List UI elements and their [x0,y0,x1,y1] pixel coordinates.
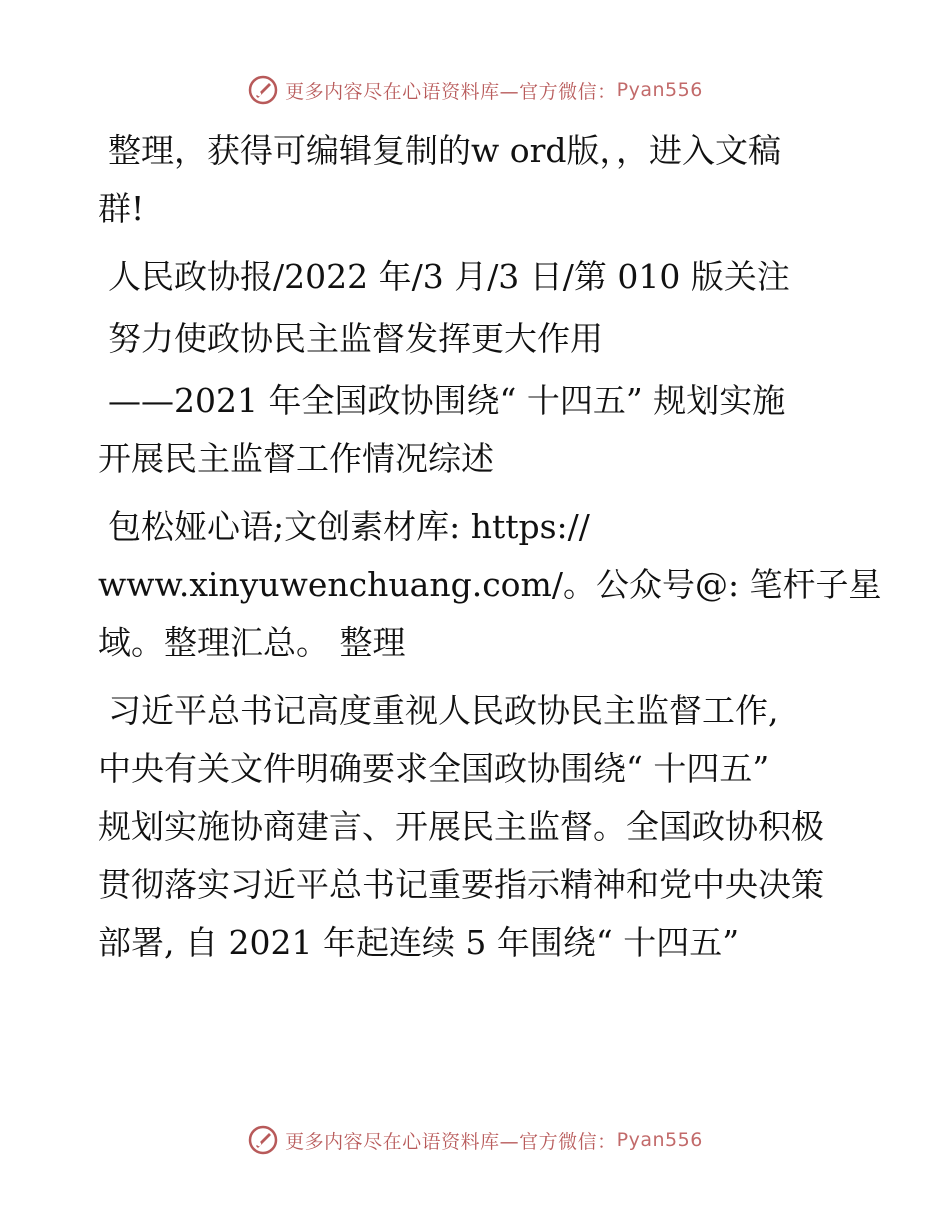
author-line-2: www.xinyuwenchuang.com/。公众号@: 笔杆子星 [98,565,882,604]
subtitle-line-1: ——2021 年全国政协围绕“ 十四五” 规划实施 [108,381,786,420]
watermark-text: 更多内容尽在心语资料库—官方微信： [285,1130,617,1153]
document-body [98,122,882,972]
intro-line-2: 群! [98,189,145,228]
body-line-1: 习近平总书记高度重视人民政协民主监督工作, [108,691,779,730]
body-line-3: 规划实施协商建言、开展民主监督。全国政协积极 [98,807,824,846]
footer-watermark [0,1120,950,1160]
subtitle-line-2: 开展民主监督工作情况综述 [98,439,494,478]
body-line-2: 中央有关文件明确要求全国政协围绕“ 十四五” [98,749,770,788]
watermark-handle: Pyan556 [616,1129,703,1151]
watermark-text: 更多内容尽在心语资料库—官方微信： [285,80,617,103]
author-line-3: 域。整理汇总。 整理 [98,623,406,662]
body-line-4: 贯彻落实习近平总书记重要指示精神和党中央决策 [98,865,824,904]
body-line-5: 部署, 自 2021 年起连续 5 年围绕“ 十四五” [98,923,740,962]
intro-line-1: 整理，获得可编辑复制的w ord版，，进入文稿 [108,131,782,170]
headline: 努力使政协民主监督发挥更大作用 [108,319,603,358]
quill-circle-logo-icon [247,1124,279,1156]
source-line: 人民政协报/2022 年/3 月/3 日/第 010 版关注 [108,257,790,296]
header-watermark [0,70,950,110]
quill-circle-logo-icon [247,74,279,106]
watermark-handle: Pyan556 [616,79,703,101]
author-line-1: 包松娅心语;文创素材库: https:// [108,507,590,546]
